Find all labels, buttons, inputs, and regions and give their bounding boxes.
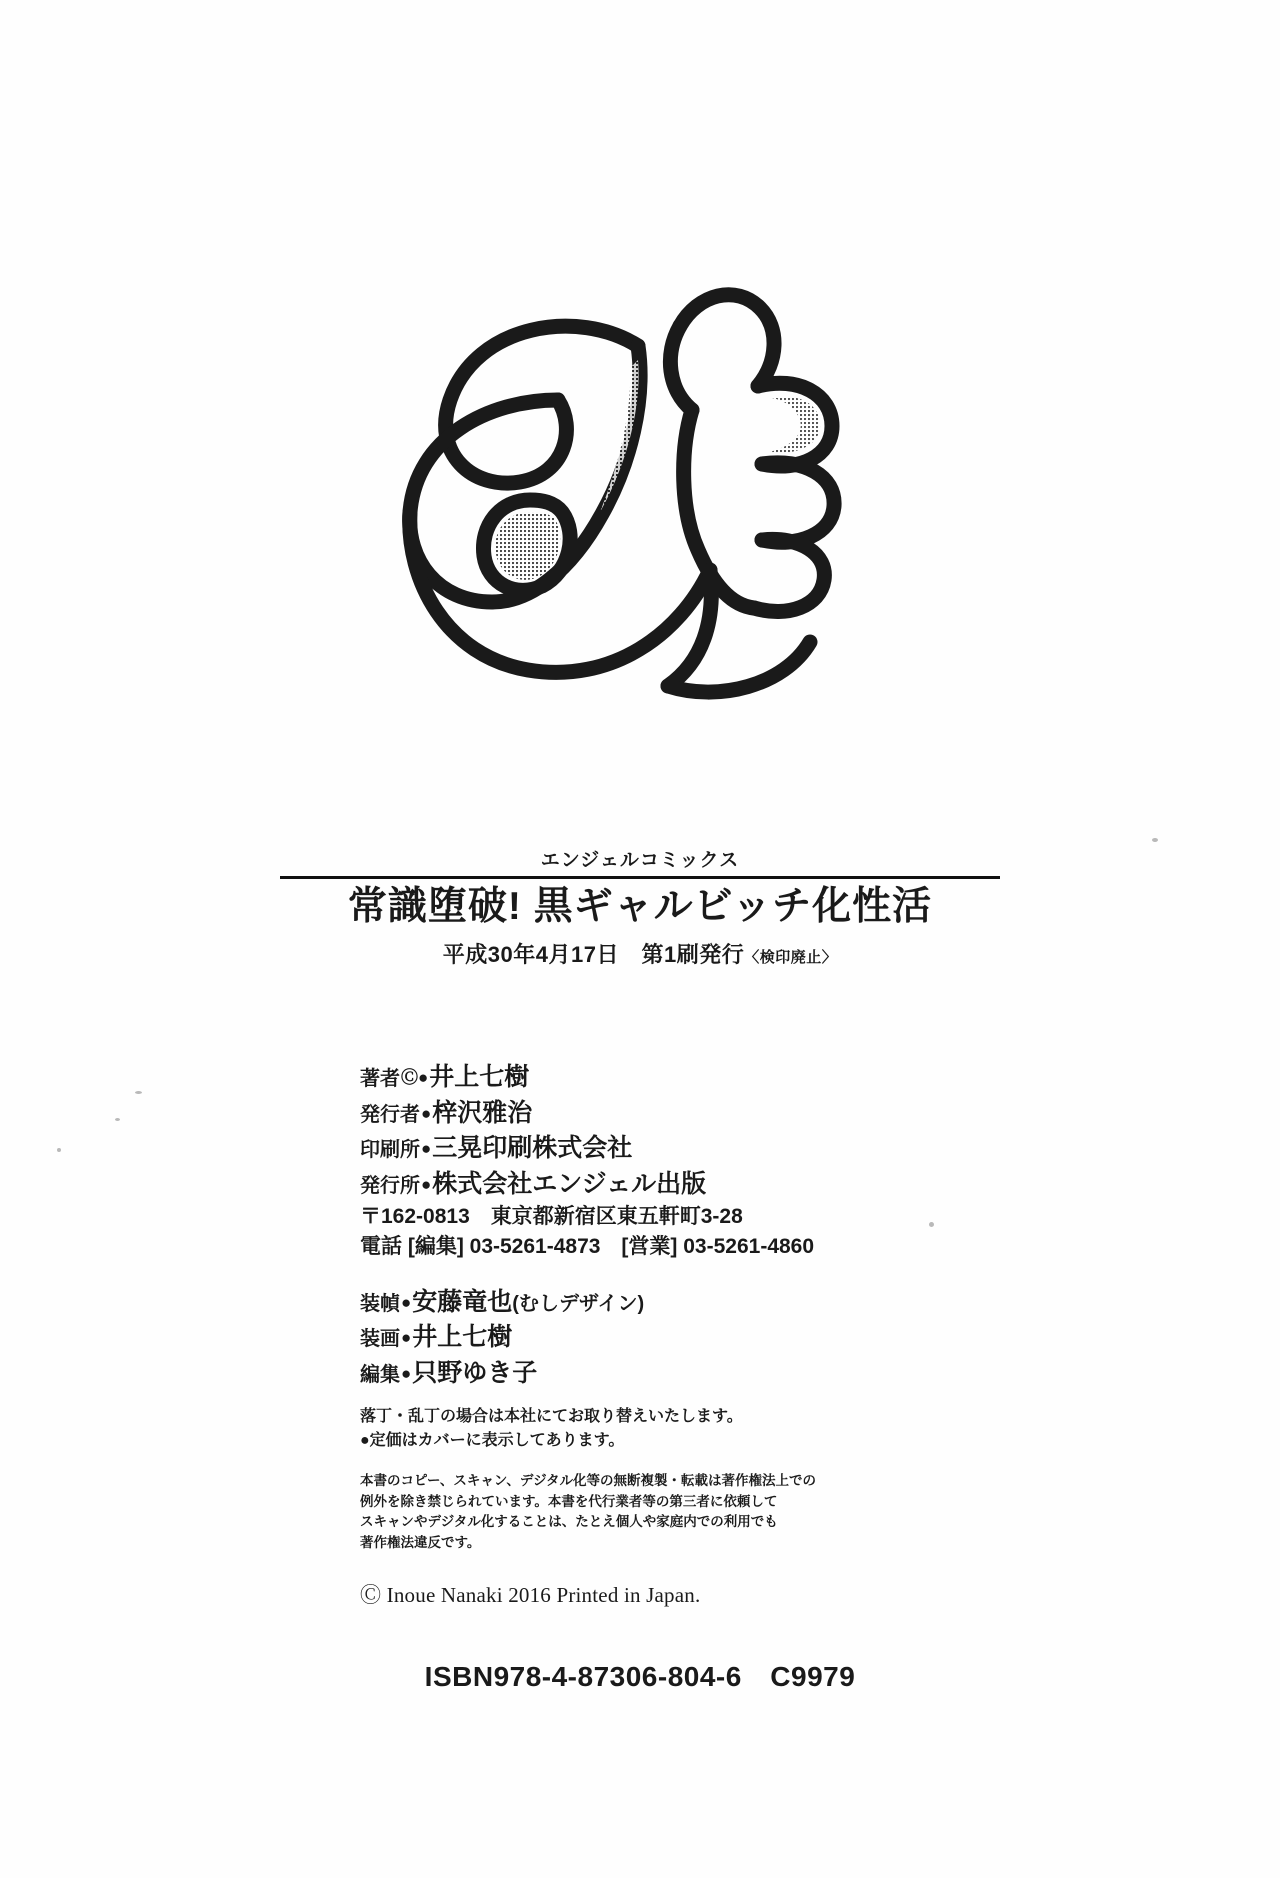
copyright-notice-line: 著作権法違反です。 [360,1534,481,1550]
publisher-phone: 電話 [編集] 03-5261-4873 [営業] 03-5261-4860 [360,1235,815,1259]
staff-label: 編集 [360,1363,400,1386]
credit-row [360,1060,960,1096]
copyright-notice [360,1471,960,1553]
staff-row [360,1356,960,1392]
copyright-notice-line: 例外を除き禁じられています。本書を代行業者等の第三者に依頼して [360,1493,778,1509]
credit-marker: ● [421,1174,432,1194]
staff-value: 井上七樹 [412,1323,513,1352]
scan-speck [135,1091,142,1094]
staff-marker: ● [401,1292,412,1312]
staff-label: 装幀 [360,1292,400,1315]
scan-speck [1152,838,1158,842]
credit-marker: ● [421,1139,432,1158]
staff-label: 装画 [360,1328,400,1351]
credit-label: 著者 [360,1068,400,1090]
credit-label: 発行者 [360,1103,420,1126]
page-title: 常識堕破! 黒ギャルビッチ化性活 [347,885,933,928]
publisher-logo [0,250,1280,750]
credit-value: 三晃印刷株式会社 [432,1134,633,1162]
copyright-notice-line: スキャンやデジタル化することは、たとえ個人や家庭内での利用でも [360,1514,778,1530]
credit-row [360,1167,960,1203]
publication-date [0,938,1280,969]
price-note: ●定価はカバーに表示してあります。 [360,1432,625,1450]
imprint-label: エンジェルコミックス [540,850,740,871]
publication-date-text: 平成30年4月17日 第1刷発行 [442,941,745,967]
publisher-address: 〒162-0813 東京都新宿区東五軒町3-28 [360,1205,743,1228]
replacement-note: 落丁・乱丁の場合は本社にてお取り替えいたします。 [360,1408,743,1426]
credit-row [360,1131,960,1167]
title-block [0,845,1280,969]
credit-label: 印刷所 [360,1139,420,1161]
title-divider [280,876,1000,879]
staff-value: 只野ゆき子 [412,1358,538,1387]
staff-marker: ● [401,1363,412,1383]
isbn-code: ISBN978-4-87306-804-6 C9979 [424,1661,856,1692]
staff-value: 安藤竜也 [412,1287,513,1316]
copyright-english: Ⓒ Inoue Nanaki 2016 Printed in Japan. [360,1583,701,1608]
credit-row [360,1096,960,1132]
credit-value: 梓沢雅治 [432,1098,533,1127]
publication-date-note: 〈検印廃止〉 [744,948,838,966]
staff-suffix: (むしデザイン) [512,1292,645,1315]
credit-value: 株式会社エンジェル出版 [432,1169,707,1198]
scan-speck [57,1148,61,1152]
colophon-details [360,1060,960,1609]
staff-marker: ● [401,1328,412,1348]
scan-speck [115,1118,120,1121]
credit-label: 発行所 [360,1174,420,1197]
credit-marker: ● [421,1103,432,1123]
credit-marker: Ⓒ● [401,1068,429,1087]
copyright-notice-line: 本書のコピー、スキャン、デジタル化等の無断複製・転載は著作権法上での [360,1473,817,1489]
credit-value: 井上七樹 [429,1063,530,1091]
staff-row [360,1320,960,1356]
staff-row [360,1285,960,1321]
